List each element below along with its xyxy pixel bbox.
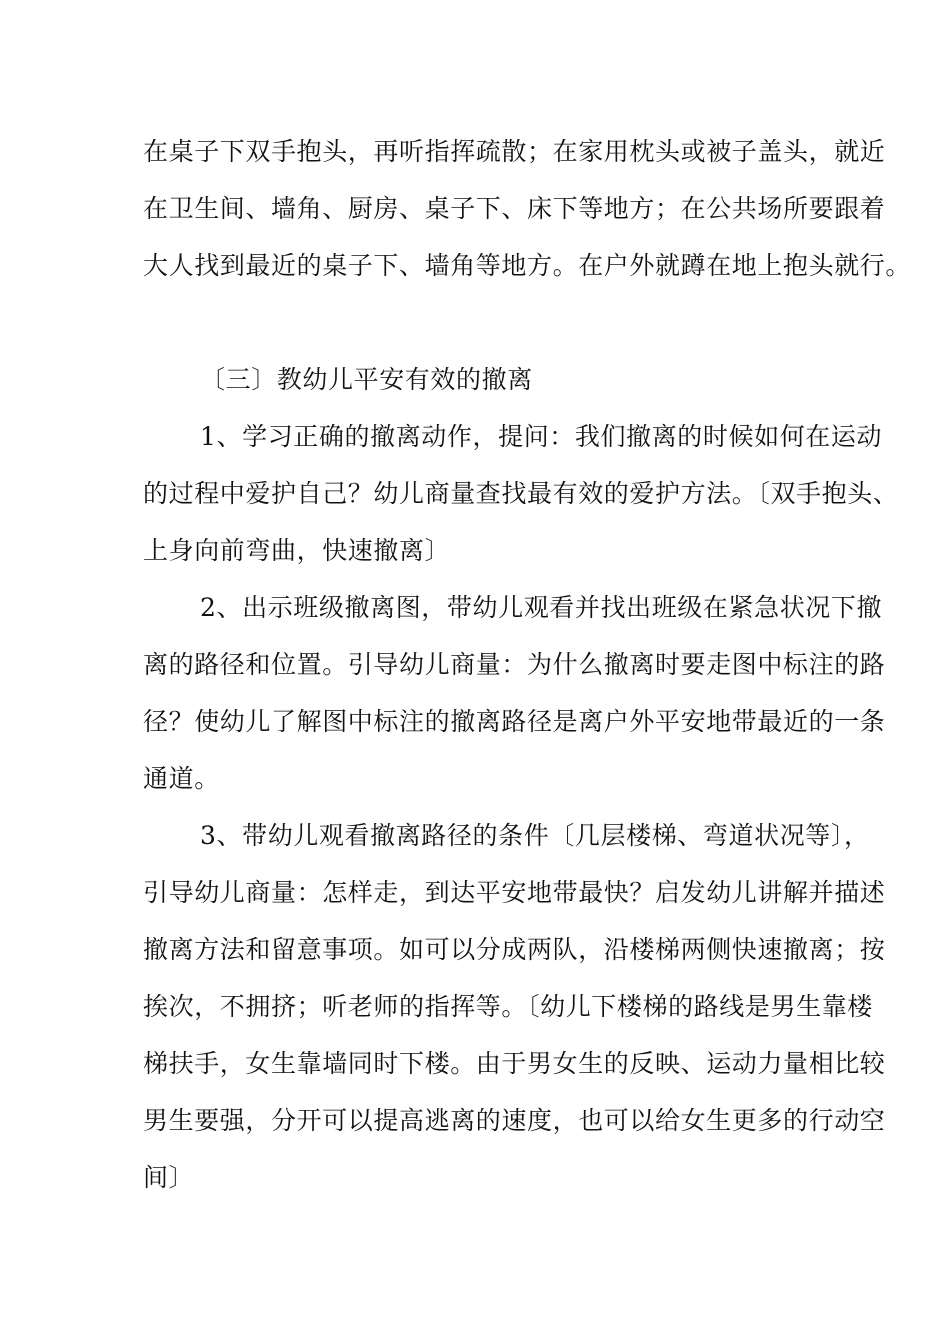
item2-line-3: 径？使幼儿了解图中标注的撤离路径是离户外平安地带最近的一条 [143,707,886,736]
para1-line-2: 在卫生间、墙角、厨房、桌子下、床下等地方；在公共场所要跟着 [143,194,886,223]
item1-line-2: 的过程中爱护自己？幼儿商量查找最有效的爱护方法。〔双手抱头、 [143,479,899,508]
para1-line-3: 大人找到最近的桌子下、墙角等地方。在户外就蹲在地上抱头就行。 [143,251,912,280]
item3-line-2: 引导幼儿商量：怎样走，到达平安地带最快？启发幼儿讲解并描述 [143,878,886,907]
item3-line-3: 撤离方法和留意事项。如可以分成两队，沿楼梯两侧快速撤离；按 [143,935,886,964]
item3-line-1: 3、带幼儿观看撤离路径的条件〔几层楼梯、弯道状况等〕， [200,821,870,850]
item3-line-5: 梯扶手，女生靠墙同时下楼。由于男女生的反映、运动力量相比较 [143,1049,886,1078]
item1-line-1: 1、学习正确的撤离动作，提问：我们撤离的时候如何在运动 [200,422,883,451]
item2-line-4: 通道。 [143,764,220,793]
item3-line-4: 挨次，不拥挤；听老师的指挥等。〔幼儿下楼梯的路线是男生靠楼 [143,992,873,1021]
item2-line-1: 2、出示班级撤离图，带幼儿观看并找出班级在紧急状况下撤 [200,593,883,622]
item3-line-6: 男生要强，分开可以提高逃离的速度，也可以给女生更多的行动空 [143,1106,886,1135]
section-heading: 〔三〕教幼儿平安有效的撤离 [200,365,533,394]
item3-line-7: 间〕 [143,1163,195,1192]
item1-line-3: 上身向前弯曲，快速撤离〕 [143,536,451,565]
para1-line-1: 在桌子下双手抱头，再听指挥疏散；在家用枕头或被子盖头，就近 [143,137,886,166]
item2-line-2: 离的路径和位置。引导幼儿商量：为什么撤离时要走图中标注的路 [143,650,886,679]
